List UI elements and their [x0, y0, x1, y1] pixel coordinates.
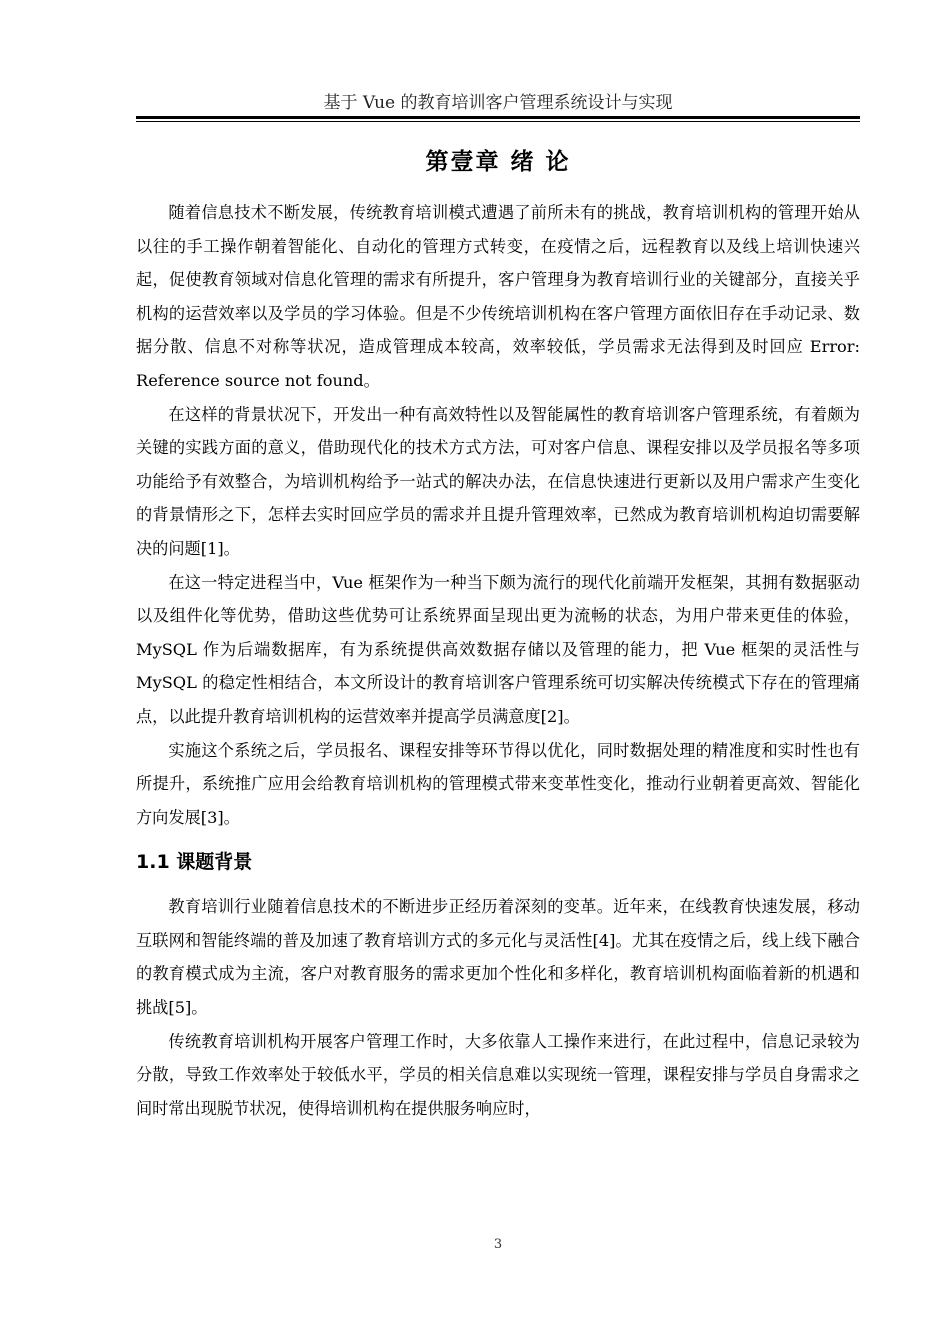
header-rule-thin — [136, 121, 860, 122]
paragraph-4: 实施这个系统之后，学员报名、课程安排等环节得以优化，同时数据处理的精准度和实时性也有所提升，系统推广应用会给教育培训机构的管理模式带来变革性变化，推动行业朝着更高效、智能化方向发展[3]。 — [136, 740, 860, 827]
page-number: 3 — [493, 1237, 503, 1252]
chapter-title: 第壹章 绪 论 — [425, 149, 571, 175]
paragraph-2: 在这样的背景状况下，开发出一种有高效特性以及智能属性的教育培训客户管理系统，有着颇为关键的实践方面的意义，借助现代化的技术方式方法，可对客户信息、课程安排以及学员报名等多项功能给予有效整合，为培训机构给予一站式的解决办法，在信息快速进行更新以及用户需求产生变化的背景情形之下，怎样去实时回应学员的需求并且提升管理效率，已然成为教育培训机构迫切需要解决的问题[1]。 — [136, 404, 860, 558]
paragraph-1: 随着信息技术不断发展，传统教育培训模式遭遇了前所未有的挑战，教育培训机构的管理开始从以往的手工操作朝着智能化、自动化的管理方式转变，在疫情之后，远程教育以及线上培训快速兴起，促使教育领域对信息化管理的需求有所提升，客户管理身为教育培训行业的关键部分，直接关乎机构的运营效率以及学员的学习体验。但是不少传统培训机构在客户管理方面依旧存在手动记录、数据分散、信息不对称等状况，造成管理成本较高，效率较低，学员需求无法得到及时回应 Error: Reference source not found。 — [136, 203, 860, 390]
body-text — [136, 196, 860, 1125]
section-title: 1.1 课题背景 — [136, 851, 253, 874]
header-rule-thick — [136, 116, 860, 119]
section-paragraph-1: 教育培训行业随着信息技术的不断进步正经历着深刻的变革。近年来，在线教育快速发展，移动互联网和智能终端的普及加速了教育培训方式的多元化与灵活性[4]。尤其在疫情之后，线上线下融合的教育模式成为主流，客户对教育服务的需求更加个性化和多样化，教育培训机构面临着新的机遇和挑战[5]。 — [136, 897, 860, 1018]
paragraph-3: 在这一特定进程当中，Vue 框架作为一种当下颇为流行的现代化前端开发框架，其拥有数据驱动以及组件化等优势，借助这些优势可让系统界面呈现出更为流畅的状态，为用户带来更佳的体验，MySQL 作为后端数据库，有为系统提供高效数据存储以及管理的能力，把 Vue 框架的灵活性与 MySQL 的稳定性相结合，本文所设计的教育培训客户管理系统可切实解决传统模式下存在的管理痛点，以此提升教育培训机构的运营效率并提高学员满意度[2]。 — [136, 572, 860, 726]
section-paragraph-2: 传统教育培训机构开展客户管理工作时，大多依靠人工操作来进行，在此过程中，信息记录较为分散，导致工作效率处于较低水平，学员的相关信息难以实现统一管理，课程安排与学员自身需求之间时常出现脱节状况，使得培训机构在提供服务响应时， — [136, 1031, 860, 1118]
running-header: 基于 Vue 的教育培训客户管理系统设计与实现 — [323, 93, 673, 113]
